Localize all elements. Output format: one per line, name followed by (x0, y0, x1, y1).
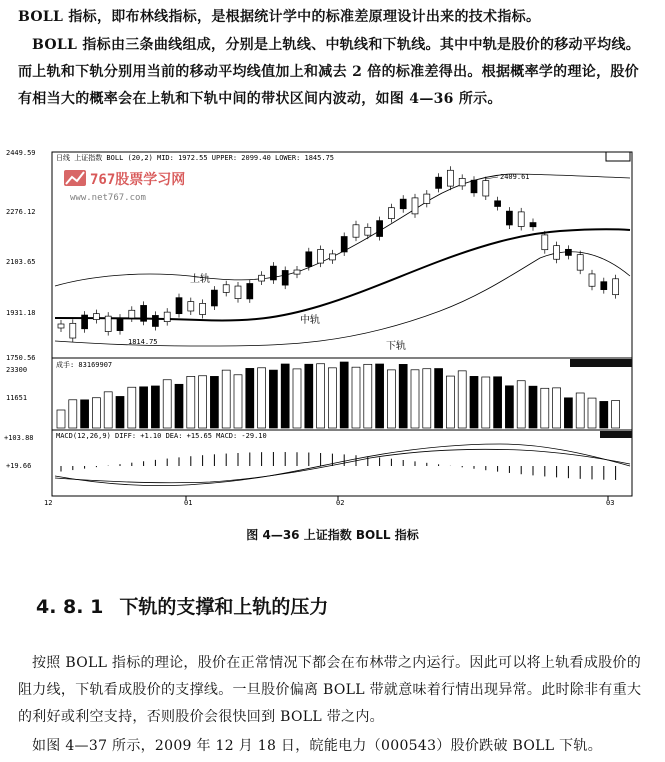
price-axis-label: 2449.59 (6, 149, 36, 157)
volume-axis-label: 23300 (6, 366, 28, 374)
price-axis-label: 2103.65 (6, 258, 36, 266)
volume-bar (305, 364, 313, 428)
x-axis-label: 12 (44, 499, 53, 507)
volume-bar (470, 376, 478, 428)
candle-body (565, 249, 571, 255)
candle-body (577, 255, 583, 270)
volume-bar (281, 364, 289, 428)
volume-bar (612, 401, 620, 428)
section-number: 4. 8. 1 (36, 596, 104, 618)
candle-body (530, 223, 536, 227)
candle-body (471, 180, 477, 193)
watermark-url: www.net767.com (70, 193, 146, 203)
volume-bar (399, 364, 407, 428)
body-paragraph-4: 如图 4—37 所示，2009 年 12 月 18 日，皖能电力（000543）股价跌破 BOLL 下轨。 (32, 738, 602, 754)
macd-legend-bar (600, 431, 632, 438)
candle-body (200, 303, 206, 314)
candle-body (400, 199, 406, 209)
candle-body (188, 302, 194, 311)
candle-body (152, 315, 158, 326)
macd-histogram (61, 452, 616, 480)
volume-bar (317, 364, 325, 428)
x-axis-label: 02 (336, 499, 345, 507)
volume-legend-bar (570, 359, 632, 367)
legend-marker (606, 152, 630, 161)
volume-bar (553, 388, 561, 428)
candle-body (235, 286, 241, 299)
volume-bar (423, 369, 431, 428)
volume-bar (411, 370, 419, 428)
volume-bar (222, 370, 230, 428)
volume-bar (199, 376, 207, 428)
candle-body (436, 177, 442, 188)
candle-body (270, 266, 276, 280)
volume-bar (293, 369, 301, 428)
candle-body (424, 194, 430, 203)
volume-axis-label: 11651 (6, 394, 28, 402)
volume-bar (340, 362, 348, 428)
watermark (64, 170, 185, 203)
candle-body (388, 208, 394, 219)
candle-body (223, 285, 229, 293)
candle-body (259, 275, 265, 281)
volume-bar (175, 384, 183, 428)
volume-bar (246, 368, 254, 428)
price-panel-header: 日线 上证指数 BOLL (20,2) MID: 1972.55 UPPER: 2099.40 LOWER: 1845.75 (56, 154, 335, 162)
label-upper-band: 上轨 (190, 274, 210, 285)
volume-bar (92, 398, 100, 428)
volume-bar (234, 375, 242, 428)
low-price-label: 1814.75 (128, 338, 158, 346)
watermark-logo: 767股票学习网 (90, 172, 186, 188)
x-axis-label: 03 (606, 499, 615, 507)
candle-body (459, 178, 465, 186)
candle-body (282, 270, 288, 285)
volume-bar (258, 368, 266, 428)
candle-body (58, 324, 64, 328)
volume-bar (187, 376, 195, 428)
macd-diff-line (55, 444, 630, 486)
candle-body (341, 237, 347, 252)
high-price-label: 2409.61 (500, 173, 530, 181)
volume-bar (376, 364, 384, 428)
macd-dea-line (55, 449, 630, 483)
macd-panel-header: MACD(12,26,9) DIFF: +1.10 DEA: +15.65 MACD: -29.10 (56, 432, 267, 440)
body-paragraph-3: 按照 BOLL 指标的理论，股价在正常情况下都会在布林带之内运行。因此可以将上轨看成股价的阻力线，下轨看成股价的支撑线。一旦股价偏离 BOLL 带就意味着行情出现异常。此时除非有重大的利好或利空支持，否则股价会很快回到 BOLL 带之内。 (18, 655, 642, 725)
volume-bar (140, 387, 148, 428)
candle-body (164, 312, 170, 321)
macd-axis-label: +103.88 (4, 434, 34, 442)
volume-bar (163, 380, 171, 428)
candle-body (377, 221, 383, 237)
candle-body (82, 315, 88, 329)
x-axis-label: 01 (184, 499, 193, 507)
volume-bar (446, 376, 454, 428)
candle-body (247, 283, 253, 298)
section-heading (36, 592, 328, 619)
volume-bar (328, 368, 336, 428)
candle-body (70, 323, 76, 338)
candle-body (93, 314, 99, 320)
candle-body (447, 170, 453, 186)
candle-body (318, 249, 324, 263)
label-lower-band: 下轨 (386, 341, 406, 352)
volume-bar (458, 371, 466, 428)
candle-body (176, 298, 182, 314)
volume-bar (541, 388, 549, 428)
candle-body (211, 290, 217, 306)
volume-bar (564, 398, 572, 428)
candle-body (613, 279, 619, 295)
price-axis-label: 1931.18 (6, 309, 36, 317)
candle-body (518, 212, 524, 227)
volume-bar (69, 400, 77, 428)
candle-body (495, 201, 501, 207)
candle-body (105, 316, 111, 331)
label-middle-band: 中轨 (300, 315, 320, 326)
price-axis-label: 1750.56 (6, 354, 36, 362)
volume-bar (576, 393, 584, 428)
candle-body (483, 181, 489, 196)
volume-bar (81, 400, 89, 428)
volume-bar (600, 401, 608, 428)
candle-body (554, 246, 560, 260)
volume-bar (269, 370, 277, 428)
volume-bar (57, 410, 65, 428)
candle-body (306, 252, 312, 267)
figure-caption: 图 4—36 上证指数 BOLL 指标 (246, 528, 419, 542)
volume-panel-header: 成手: 83169907 (56, 361, 113, 369)
volume-bar (435, 369, 443, 428)
candle-body (353, 225, 359, 237)
volume-bar (151, 386, 159, 428)
macd-axis-label: +19.66 (6, 462, 32, 470)
intro-paragraph-1: BOLL 指标，即布林线指标，是根据统计学中的标准差原理设计出来的技术指标。 (18, 9, 541, 25)
volume-bar (128, 387, 136, 428)
volume-bars (57, 362, 620, 428)
volume-bar (505, 386, 513, 428)
candle-body (412, 198, 418, 214)
candle-body (589, 274, 595, 286)
volume-bar (482, 377, 490, 428)
candle-body (141, 305, 147, 321)
intro-paragraph-2: BOLL 指标由三条曲线组成，分别是上轨线、中轨线和下轨线。其中中轨是股价的移动平均线。而上轨和下轨分别用当前的移动平均线值加上和减去 2 倍的标准差得出。根据概率学的理论，股价有相当大的概率会在上轨和下轨中间的带状区间内波动，如图 4—36 所示。 (18, 37, 641, 107)
volume-bar (588, 398, 596, 428)
volume-bar (494, 377, 502, 428)
candle-body (601, 282, 607, 290)
candle-body (542, 235, 548, 250)
volume-bar (352, 367, 360, 428)
volume-bar (364, 364, 372, 428)
candle-body (129, 310, 135, 318)
boll-upper-line (55, 174, 630, 286)
candle-body (365, 227, 371, 235)
volume-bar (529, 386, 537, 428)
volume-bar (210, 376, 218, 428)
volume-bar (104, 392, 112, 428)
volume-bar (116, 396, 124, 428)
volume-bar (517, 381, 525, 428)
boll-chart-figure (0, 146, 665, 526)
section-title: 下轨的支撑和上轨的压力 (119, 596, 329, 618)
candle-body (506, 211, 512, 225)
candle-body (329, 254, 335, 260)
candle-body (294, 270, 300, 274)
candle-body (117, 318, 123, 330)
volume-bar (387, 370, 395, 428)
price-axis-label: 2276.12 (6, 208, 36, 216)
